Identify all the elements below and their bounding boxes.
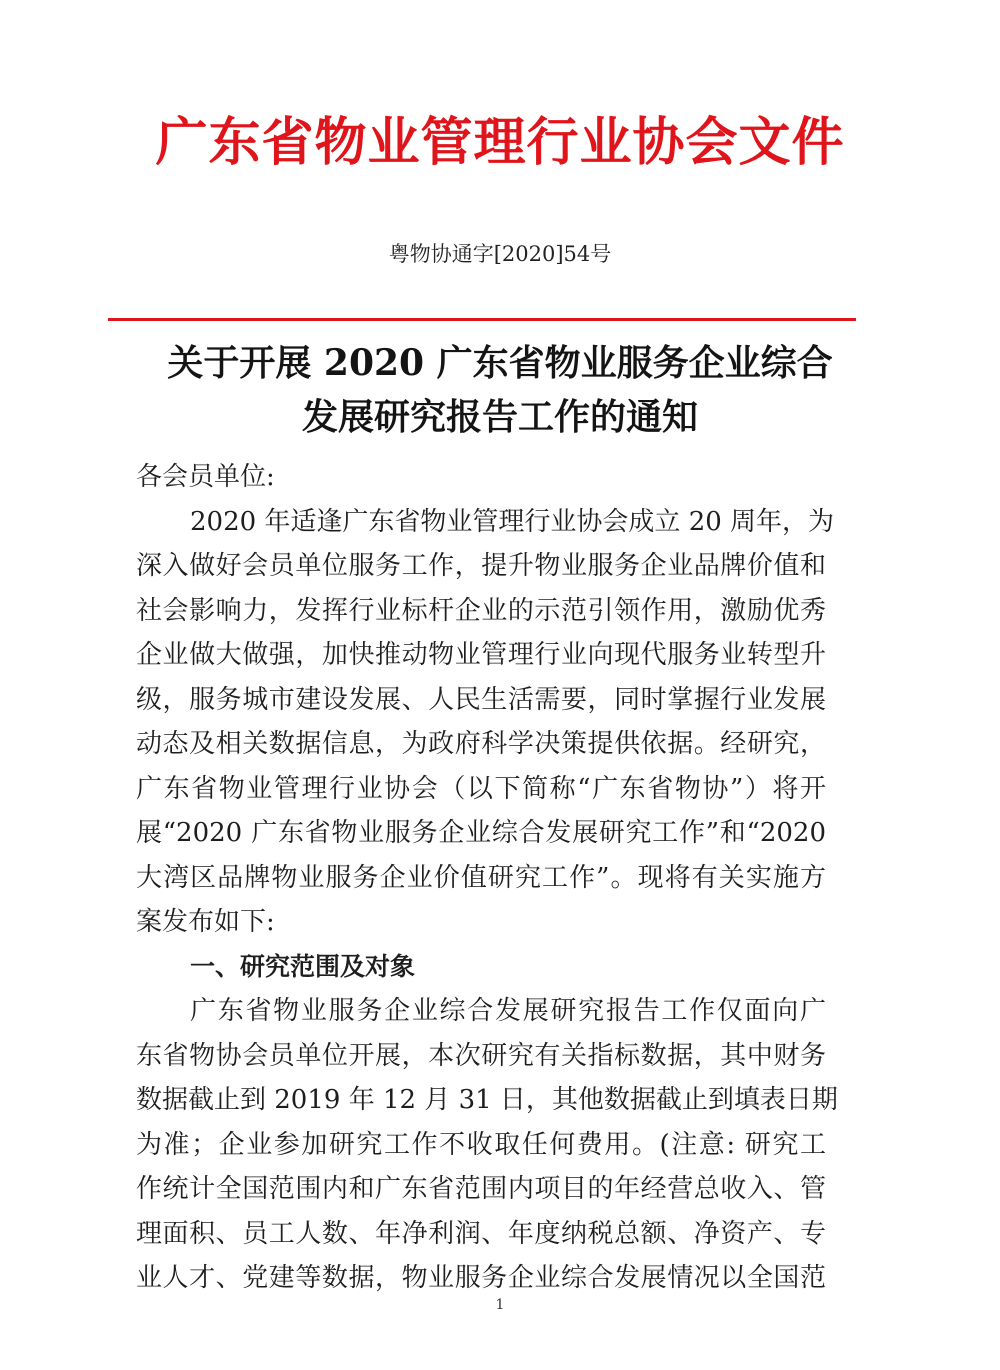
notice-body [136, 455, 838, 1301]
document-number: 粤物协通字[2020]54号 [388, 242, 612, 266]
issuer-header-title: 广东省物业管理行业协会文件 [155, 113, 845, 173]
paragraph-line: 深入做好会员单位服务工作，提升物业服务企业品牌价值和 [136, 551, 826, 581]
paragraph-line: 作统计全国范围内和广东省范围内项目的年经营总收入、管 [136, 1174, 826, 1204]
paragraph-line: 案发布如下: [136, 907, 275, 937]
section-heading: 一、研究范围及对象 [190, 951, 416, 981]
paragraph-line: 级，服务城市建设发展、人民生活需要，同时掌握行业发展 [136, 684, 826, 715]
paragraph-line: 广东省物业服务企业综合发展研究报告工作仅面向广 [190, 996, 826, 1026]
paragraph-line: 大湾区品牌物业服务企业价值研究工作”。现将有关实施方 [136, 862, 826, 893]
salutation: 各会员单位: [136, 462, 275, 492]
paragraph-line: 展“2020 广东省物业服务企业综合发展研究工作”和“2020 [136, 818, 826, 848]
paragraph-line: 为准；企业参加研究工作不收取任何费用。(注意: 研究工 [136, 1129, 826, 1160]
notice-title [0, 336, 1000, 444]
notice-title-line-2: 发展研究报告工作的通知 [301, 396, 698, 438]
paragraph-line: 社会影响力，发挥行业标杆企业的示范引领作用，激励优秀 [136, 595, 826, 626]
notice-title-line-1: 关于开展 2020 广东省物业服务企业综合 [167, 342, 833, 384]
paragraph-line: 理面积、员工人数、年净利润、年度纳税总额、净资产、专 [136, 1218, 826, 1249]
paragraph-line: 2020 年适逢广东省物业管理行业协会成立 20 周年，为 [190, 506, 835, 537]
paragraph-line: 数据截止到 2019 年 12 月 31 日，其他数据截止到填表日期 [136, 1085, 838, 1115]
paragraph-line: 广东省物业管理行业协会（以下简称“广东省物协”）将开 [136, 773, 826, 804]
paragraph-line: 业人才、党建等数据，物业服务企业综合发展情况以全国范 [136, 1263, 826, 1293]
paragraph-line: 东省物协会员单位开展，本次研究有关指标数据，其中财务 [136, 1040, 826, 1071]
page-number: 1 [495, 1297, 505, 1313]
paragraph-line: 企业做大做强，加快推动物业管理行业向现代服务业转型升 [136, 640, 826, 670]
red-divider-line [108, 318, 856, 321]
paragraph-line: 动态及相关数据信息，为政府科学决策提供依据。经研究， [136, 729, 826, 759]
